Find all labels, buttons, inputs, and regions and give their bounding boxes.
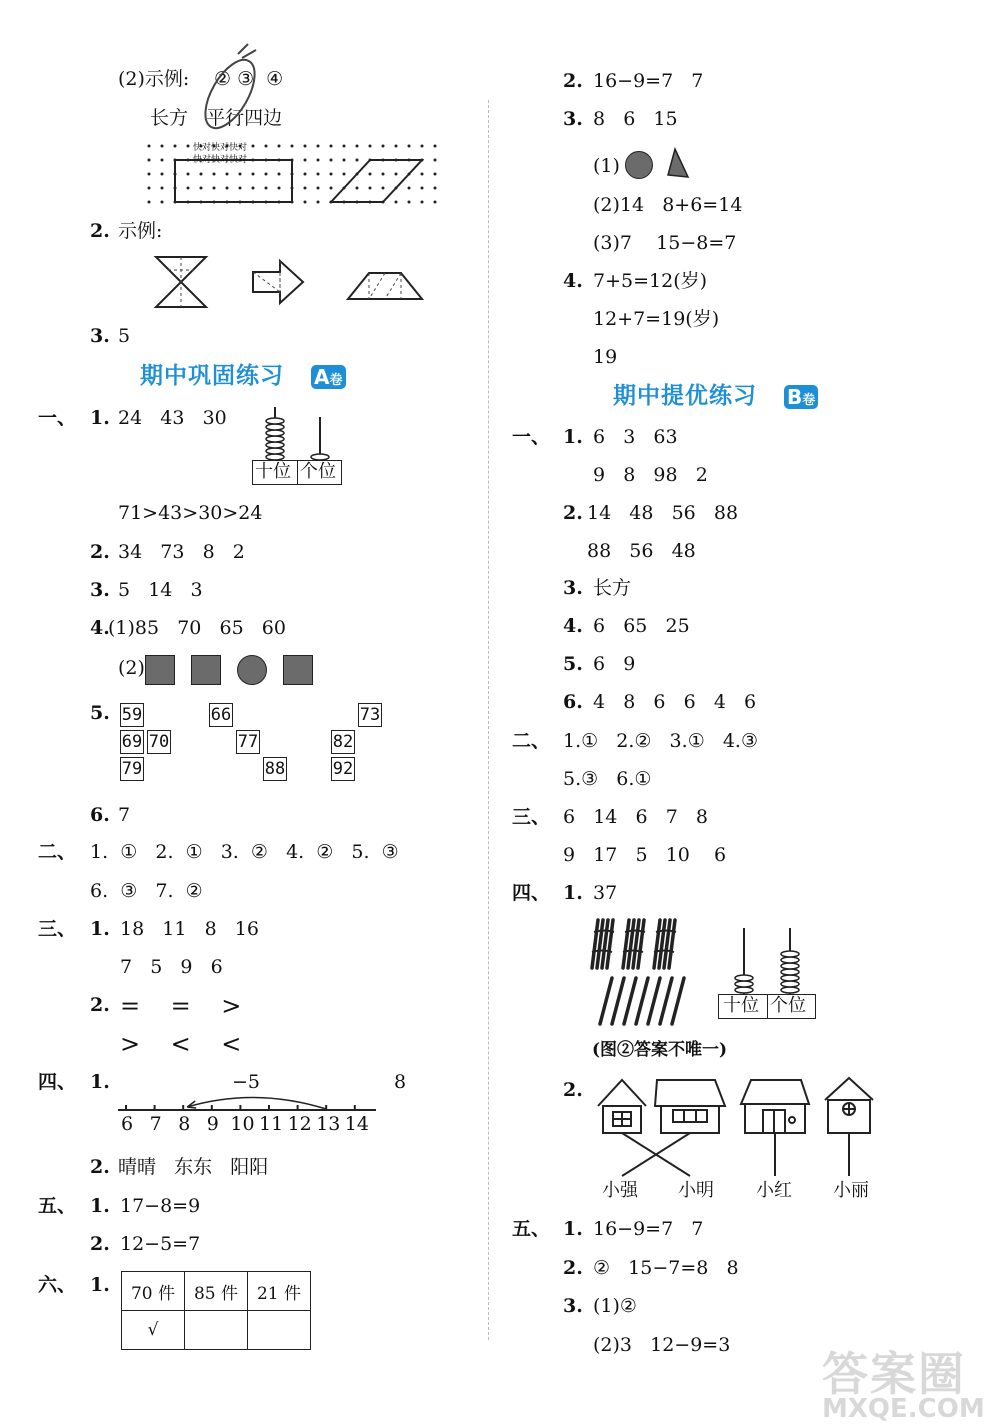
number-line (118, 1085, 378, 1115)
grid1-cell: 79 (121, 759, 143, 779)
answer-table (121, 1271, 311, 1350)
number-line-tick-label: 11 (259, 1113, 284, 1135)
a-one-q1-text: 24 43 30 (118, 407, 227, 429)
b-five-q1-number: 1. (563, 1218, 583, 1240)
dot-grid-figure (145, 142, 445, 208)
grid1-cell: 59 (121, 705, 143, 725)
a-one-q3-number: 3. (90, 579, 110, 601)
b-part-two-mark: 二、 (512, 730, 551, 752)
b-part-three-mark: 三、 (512, 806, 551, 828)
grid2-cell: 88 (264, 759, 286, 779)
loose-stick (660, 978, 672, 1024)
a-three-q1-row1: 18 11 8 16 (120, 918, 259, 940)
b-five-q1-text: 16−9=7 7 (593, 1218, 704, 1240)
loose-stick (624, 978, 636, 1024)
number-line-tick-label: 13 (316, 1113, 341, 1135)
number-line-tick-label: 6 (121, 1113, 134, 1135)
arrow-shape (252, 260, 304, 304)
b-three-row1: 6 14 6 7 8 (563, 806, 709, 828)
b-one-q4-text: 6 65 25 (593, 615, 690, 637)
abacus-divider (297, 460, 298, 485)
house-name-xiaohong: 小红 (756, 1180, 792, 1201)
a-three-q2-row2: > < < (120, 1030, 242, 1058)
r-q4-row3: 19 (593, 346, 618, 368)
b-five-q2-number: 2. (563, 1257, 583, 1279)
table-mark-cell: √ (122, 1311, 185, 1350)
table-header-cell: 70 件 (122, 1272, 185, 1311)
a-four-q2-text: 晴晴 东东 阳阳 (118, 1156, 269, 1178)
gray-circle-answer (625, 151, 653, 179)
r-sub2: (2)14 8+6=14 (593, 194, 743, 216)
a-one-q4-sub2: (2) (118, 657, 145, 679)
gray-square-3 (283, 655, 313, 685)
b-one-q3-text: 长方 (593, 577, 632, 599)
stick-bundle (623, 920, 645, 968)
b-one-q1-row1: 6 3 63 (593, 426, 678, 448)
b-four-q1-text: 37 (593, 882, 618, 904)
r-sub1: (1) (593, 155, 620, 177)
number-line-tick-label: 12 (287, 1113, 312, 1135)
house-name-xiaoming: 小明 (678, 1180, 714, 1201)
loose-stick (600, 978, 612, 1024)
loose-stick (636, 978, 648, 1024)
b-three-row2: 9 17 5 10 6 (563, 844, 727, 866)
badge-letter: A (314, 365, 330, 389)
b-one-q1-row2: 9 8 98 2 (593, 464, 708, 486)
b-four-q1-number: 1. (563, 882, 583, 904)
q3-number: 3. (90, 325, 110, 347)
grid2-cell: 77 (237, 732, 259, 752)
a-one-q6-number: 6. (90, 804, 110, 826)
b-four-note: (图②答案不唯一) (592, 1040, 728, 1060)
b-one-q1-number: 1. (563, 426, 583, 448)
trapezoid-shape (347, 272, 423, 300)
a-five-q1-text: 17−8=9 (120, 1195, 201, 1217)
a-three-q1-number: 1. (90, 918, 110, 940)
r-q3-text: 8 6 15 (593, 108, 678, 130)
watermark-logo: 答案圈 (822, 1347, 966, 1401)
hourglass-shape (155, 256, 207, 308)
house-name-xiaoqiang: 小强 (602, 1180, 638, 1201)
section-a-badge (311, 365, 346, 389)
b-two-row1: 1.① 2.② 3.① 4.③ (563, 730, 759, 752)
example2-label: (2)示例: (118, 68, 190, 90)
part-three-mark: 三、 (38, 918, 77, 940)
b-one-q2-number: 2. (563, 502, 583, 524)
number-line-tick-label: 8 (178, 1113, 191, 1135)
number-line-tick-label: 14 (344, 1113, 369, 1135)
b-one-q4-number: 4. (563, 615, 583, 637)
abacus-b-ones-label: 个位 (770, 995, 806, 1016)
part-six-mark: 六、 (38, 1274, 77, 1296)
a-one-q1-number: 1. (90, 407, 110, 429)
example2-circled: ② ③ ④ (214, 68, 284, 90)
b-part-four-mark: 四、 (512, 882, 551, 904)
abacus-b-figure (718, 926, 816, 996)
abacus-b-divider (767, 994, 768, 1019)
number-line-tick-label: 7 (149, 1113, 162, 1135)
b-part-five-mark: 五、 (512, 1218, 551, 1240)
a-four-q1-number: 1. (90, 1071, 110, 1093)
grid3-cell: 92 (332, 759, 354, 779)
r-q4-row2: 12+7=19(岁) (593, 308, 720, 330)
gray-circle (237, 655, 267, 685)
q3-text: 5 (118, 325, 131, 347)
loose-stick (648, 978, 660, 1024)
abacus-b-tens-label: 十位 (723, 995, 759, 1016)
b-five-q3-number: 3. (563, 1295, 583, 1317)
column-divider (488, 100, 489, 1340)
table-mark-cell (185, 1311, 248, 1350)
stamp-text-1: 快对快对快对 (193, 143, 248, 153)
badge-suffix: 卷 (329, 373, 343, 388)
b-four-q2-number: 2. (563, 1079, 583, 1101)
watermark-url: MXQE.COM (822, 1394, 985, 1424)
b-one-q2-row1: 14 48 56 88 (587, 502, 739, 524)
table-mark-cell (248, 1311, 311, 1350)
section-b-badge (784, 385, 818, 409)
house-name-xiaoli: 小丽 (833, 1180, 869, 1201)
table-header-cell: 85 件 (185, 1272, 248, 1311)
abacus-ones-label: 个位 (300, 461, 336, 482)
gray-triangle-answer (667, 148, 689, 178)
b-one-q6-text: 4 8 6 6 4 6 (593, 691, 757, 713)
b-part-one-mark: 一、 (512, 426, 551, 448)
b-one-q5-text: 6 9 (593, 653, 636, 675)
a-one-q1-order: 71>43>30>24 (118, 502, 263, 524)
b-two-row2: 5.③ 6.① (563, 768, 652, 790)
part-five-mark: 五、 (38, 1195, 77, 1217)
r-q2-number: 2. (563, 70, 583, 92)
a-two-row2: 6. ③ 7. ② (90, 880, 203, 902)
badge-suffix: 卷 (802, 393, 816, 408)
stamp-text-2: 快对快对快对 (193, 155, 248, 165)
abacus-figure (252, 405, 344, 463)
a-one-q3-text: 5 14 3 (118, 579, 203, 601)
b-five-q2-text: ② 15−7=8 8 (593, 1257, 739, 1279)
a-one-q2-text: 34 73 8 2 (118, 541, 245, 563)
stick-bundle (654, 920, 676, 968)
stamp-icon (190, 42, 270, 137)
q2-number: 2. (90, 220, 110, 242)
b-five-q3-sub2: (2)3 12−9=3 (593, 1334, 731, 1356)
badge-letter: B (787, 385, 803, 409)
a-five-q2-text: 12−5=7 (120, 1233, 201, 1255)
a-one-q6-text: 7 (118, 804, 131, 826)
a-one-q2-number: 2. (90, 541, 110, 563)
a-six-q1-number: 1. (90, 1274, 110, 1296)
r-q4-number: 4. (563, 270, 583, 292)
a-one-q5-number: 5. (90, 702, 110, 724)
table-header-cell: 21 件 (248, 1272, 311, 1311)
number-line-answer: 8 (394, 1071, 407, 1093)
stick-bundle (592, 920, 614, 968)
r-q3-number: 3. (563, 108, 583, 130)
q2-text: 示例: (118, 220, 163, 242)
grid1-cell: 69 (121, 732, 143, 752)
a-one-q4-text: (1)85 70 65 60 (108, 617, 286, 639)
a-one-q4-number: 4. (90, 617, 110, 639)
a-two-row1: 1. ① 2. ① 3. ② 4. ② 5. ③ (90, 841, 399, 863)
b-one-q3-number: 3. (563, 577, 583, 599)
gray-square-2 (191, 655, 221, 685)
a-five-q1-number: 1. (90, 1195, 110, 1217)
b-one-q2-row2: 88 56 48 (587, 540, 696, 562)
grid3-cell: 73 (359, 705, 381, 725)
section-b-title: 期中提优练习 (613, 383, 757, 409)
number-line-arc-label: −5 (232, 1071, 261, 1093)
grid2-cell: 66 (210, 705, 232, 725)
abacus-tens-label: 十位 (255, 461, 291, 482)
loose-stick (672, 978, 684, 1024)
r-q2-text: 16−9=7 7 (593, 70, 704, 92)
number-line-tick-label: 10 (230, 1113, 255, 1135)
section-a-title: 期中巩固练习 (140, 363, 284, 389)
part-four-mark: 四、 (38, 1071, 77, 1093)
shape-names: 长方 平行四边 (150, 107, 283, 129)
a-four-q2-number: 2. (90, 1156, 110, 1178)
r-sub3: (3)7 15−8=7 (593, 232, 737, 254)
b-one-q5-number: 5. (563, 653, 583, 675)
a-five-q2-number: 2. (90, 1233, 110, 1255)
a-three-q2-number: 2. (90, 994, 110, 1016)
part-one-mark: 一、 (38, 407, 77, 429)
gray-square-1 (145, 655, 175, 685)
grid1-cell: 70 (148, 732, 170, 752)
loose-stick (612, 978, 624, 1024)
r-q4-row1: 7+5=12(岁) (593, 270, 708, 292)
number-line-tick-label: 9 (206, 1113, 219, 1135)
part-two-mark: 二、 (38, 841, 77, 863)
stick-bundles-figure (592, 916, 692, 1028)
a-three-q2-row1: = = > (120, 992, 242, 1020)
a-three-q1-row2: 7 5 9 6 (120, 956, 223, 978)
grid3-cell: 82 (332, 732, 354, 752)
b-one-q6-number: 6. (563, 691, 583, 713)
b-five-q3-sub1: (1)② (593, 1295, 637, 1317)
